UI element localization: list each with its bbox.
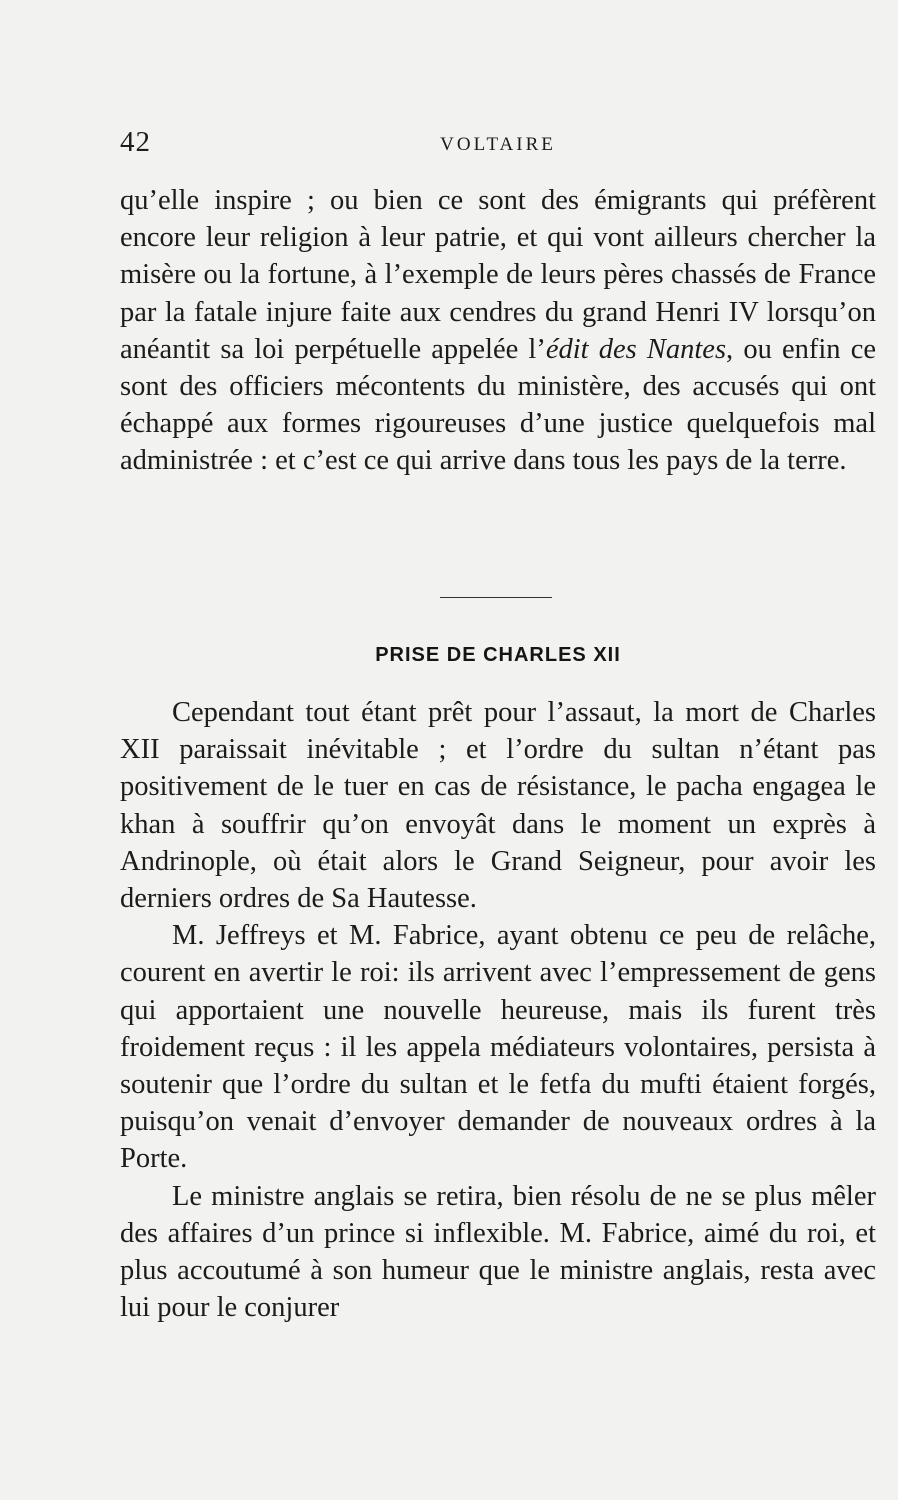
paragraph-1-text-end: , ou enfin ce sont des officiers mécontents du ministère, des accusés qui ont échappé aux formes rigoureuses d’une justice quelquefois mal administrée : et c’est ce qui arrive dans tous les pays de la terre. — [120, 333, 876, 477]
running-head — [120, 126, 876, 166]
page-number: 42 — [120, 126, 151, 158]
section-divider — [440, 597, 552, 598]
section-body — [120, 694, 876, 1326]
section-heading: PRISE DE CHARLES XII — [375, 644, 621, 666]
paragraph-3: M. Jeffreys et M. Fabrice, ayant obtenu ce peu de relâche, courent en avertir le roi: ils arrivent avec l’empressement de gens qui apportaient une nouvelle heureuse, mais ils furent très froidement reçus : il les appela médiateurs volontaires, persista à soutenir que l’ordre du sultan et le fetfa du mufti étaient forgés, puisqu’on venait d’envoyer demander de nouveaux ordres à la Porte. — [120, 920, 876, 1175]
italic-title: édit des Nantes — [545, 333, 727, 365]
running-title: VOLTAIRE — [440, 134, 556, 155]
paragraph-2: Cependant tout étant prêt pour l’assaut, la mort de Charles XII paraissait inévitable ; et l’ordre du sultan n’étant pas positivement de le tuer en cas de résistance, le pacha engagea le khan à souffrir qu’on envoyât dans le moment un exprès à Andrinople, où était alors le Grand Seigneur, pour avoir les derniers ordres de Sa Hautesse. — [120, 697, 876, 915]
paragraph-1-text: qu’elle inspire ; ou bien ce sont des émigrants qui préfèrent encore leur religion à leur patrie, et qui vont ailleurs chercher la misère ou la fortune, à l’exemple de leurs pères chassés de France par la fatale injure faite aux cendres du grand Henri IV lorsqu’on anéantit sa loi perpétuelle appelée l’ — [120, 185, 876, 365]
paragraph-4: Le ministre anglais se retira, bien résolu de ne se plus mêler des affaires d’un prince si inflexible. M. Fabrice, aimé du roi, et plus accoutumé à son humeur que le ministre anglais, resta avec lui pour le conjurer — [120, 1180, 876, 1324]
paragraph-continued — [120, 182, 876, 480]
